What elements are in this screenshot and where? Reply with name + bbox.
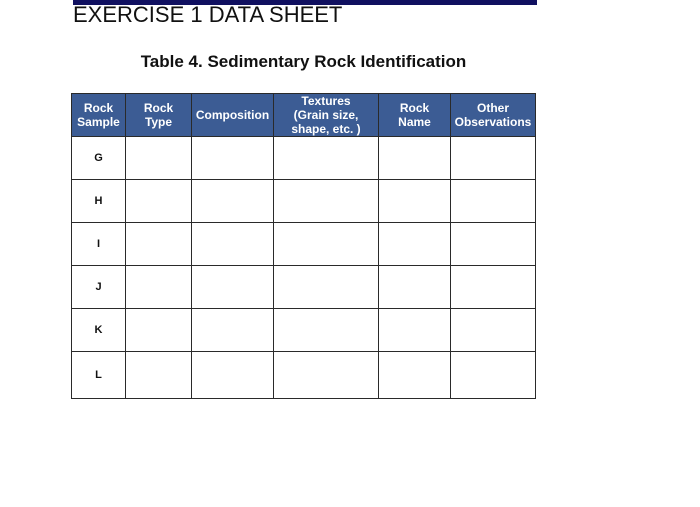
header-other-observations — [451, 94, 536, 137]
sheet-heading: EXERCISE 1 DATA SHEET — [73, 2, 343, 27]
cell-composition[interactable] — [192, 266, 274, 309]
cell-composition[interactable] — [192, 352, 274, 399]
cell-textures[interactable] — [274, 352, 379, 399]
cell-composition[interactable] — [192, 180, 274, 223]
header-rock-type — [126, 94, 192, 137]
header-composition — [192, 94, 274, 137]
cell-rock-type[interactable] — [126, 266, 192, 309]
cell-rock-type[interactable] — [126, 180, 192, 223]
table-row — [72, 180, 536, 223]
cell-composition[interactable] — [192, 137, 274, 180]
cell-rock-sample: K — [72, 309, 126, 352]
cell-other-observations[interactable] — [451, 137, 536, 180]
header-line: shape, etc. ) — [291, 122, 361, 136]
cell-rock-name[interactable] — [379, 266, 451, 309]
table-row — [72, 352, 536, 399]
cell-rock-name[interactable] — [379, 223, 451, 266]
cell-rock-sample: L — [72, 352, 126, 399]
cell-rock-sample: I — [72, 223, 126, 266]
cell-other-observations[interactable] — [451, 223, 536, 266]
cell-rock-name[interactable] — [379, 180, 451, 223]
table-row — [72, 223, 536, 266]
cell-rock-type[interactable] — [126, 309, 192, 352]
rock-identification-table — [71, 93, 536, 399]
cell-rock-type[interactable] — [126, 223, 192, 266]
header-textures — [274, 94, 379, 137]
cell-textures[interactable] — [274, 266, 379, 309]
table-row — [72, 266, 536, 309]
header-line: Composition — [195, 108, 270, 122]
header-line: Other — [476, 101, 509, 115]
table-row — [72, 309, 536, 352]
cell-rock-name[interactable] — [379, 352, 451, 399]
header-rock-name — [379, 94, 451, 137]
header-line: Rock — [143, 101, 174, 115]
header-line: Sample — [77, 115, 120, 129]
header-line: Rock — [83, 101, 114, 115]
header-line: Name — [398, 115, 431, 129]
cell-rock-sample: J — [72, 266, 126, 309]
header-line: Observations — [454, 115, 532, 129]
cell-rock-type[interactable] — [126, 137, 192, 180]
cell-rock-name[interactable] — [379, 137, 451, 180]
cell-rock-sample: G — [72, 137, 126, 180]
cell-textures[interactable] — [274, 309, 379, 352]
cell-composition[interactable] — [192, 223, 274, 266]
cell-other-observations[interactable] — [451, 266, 536, 309]
table-header-row — [72, 94, 536, 137]
table-caption: Table 4. Sedimentary Rock Identification — [140, 52, 467, 71]
header-line: Textures — [301, 94, 351, 108]
cell-rock-sample: H — [72, 180, 126, 223]
header-line: (Grain size, — [293, 108, 359, 122]
cell-textures[interactable] — [274, 180, 379, 223]
cell-rock-type[interactable] — [126, 352, 192, 399]
header-line: Rock — [399, 101, 430, 115]
cell-other-observations[interactable] — [451, 309, 536, 352]
cell-textures[interactable] — [274, 223, 379, 266]
cell-other-observations[interactable] — [451, 352, 536, 399]
cell-other-observations[interactable] — [451, 180, 536, 223]
cell-rock-name[interactable] — [379, 309, 451, 352]
cell-textures[interactable] — [274, 137, 379, 180]
header-rock-sample — [72, 94, 126, 137]
table-row — [72, 137, 536, 180]
header-line: Type — [144, 115, 173, 129]
cell-composition[interactable] — [192, 309, 274, 352]
